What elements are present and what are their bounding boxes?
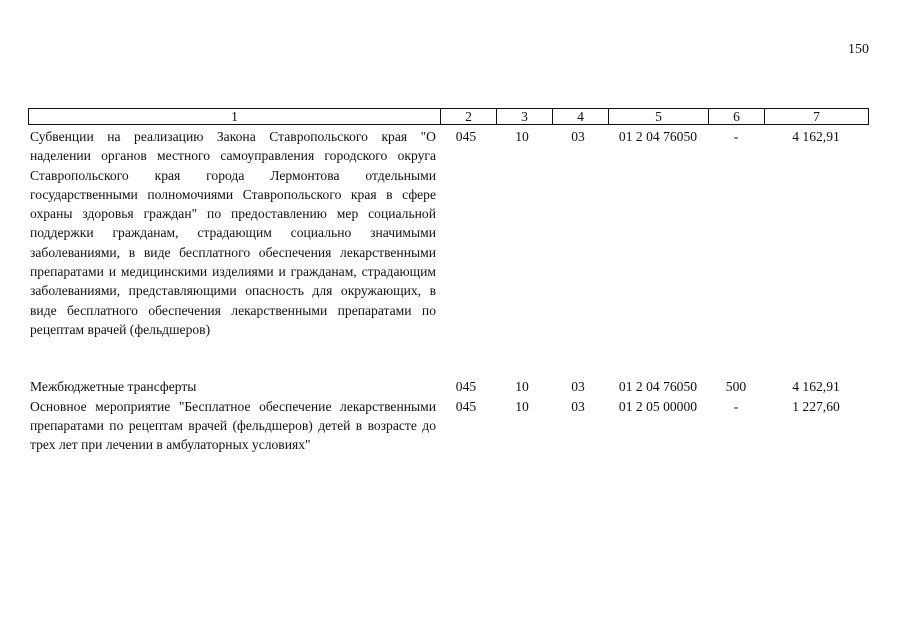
- page-number: 150: [848, 42, 869, 57]
- row-description: Субвенции на реализацию Закона Ставропольского края "О наделении органов местного самоуправления городского округа Ставропольского края города Лермонтова отдельными государственными полномочиями Ставропольского края в сфере охраны здоровья граждан" по предоставлению мер социальной поддержки гражданам, страдающим социально значимыми заболеваниями, в виде бесплатного обеспечения лекарственными препаратами и медицинскими изделиями и гражданам, страдающим заболеваниями, представляющими опасность для окружающих, в виде бесплатного обеспечения лекарственными препаратами по рецептам врачей (фельдшеров): [30, 129, 436, 337]
- table-row: [28, 377, 868, 396]
- row-subsection: 03: [571, 129, 585, 144]
- row-section: 10: [515, 129, 529, 144]
- row-expense-type: 500: [725, 379, 747, 395]
- row-section: 10: [515, 398, 529, 414]
- table-row: [28, 127, 868, 339]
- column-header-7: 7: [765, 109, 869, 125]
- row-subsection: 03: [571, 398, 585, 414]
- row-description: Межбюджетные трансферты: [30, 379, 197, 395]
- row-code-admin: 045: [455, 379, 477, 395]
- column-header-1: 1: [29, 109, 441, 125]
- row-description: Основное мероприятие "Бесплатное обеспечение лекарственными препаратами по рецептам врачей (фельдшеров) детей в возрасте до трех лет при лечении в амбулаторных условиях": [30, 398, 436, 453]
- row-code-admin: 045: [455, 398, 477, 414]
- column-header-4: 4: [553, 109, 609, 125]
- row-amount: 1 227,60: [792, 398, 840, 414]
- row-amount: 4 162,91: [792, 379, 840, 395]
- row-section: 10: [515, 379, 529, 395]
- column-header-3: 3: [497, 109, 553, 125]
- row-subsection: 03: [571, 379, 585, 395]
- table-body: [28, 127, 868, 454]
- column-header-2: 2: [441, 109, 497, 125]
- row-target-article: 01 2 04 76050: [618, 129, 698, 144]
- row-target-article: 01 2 05 00000: [618, 398, 698, 414]
- row-expense-type: -: [733, 398, 739, 414]
- column-header-6: 6: [709, 109, 765, 125]
- row-target-article: 01 2 04 76050: [618, 379, 698, 395]
- row-code-admin: 045: [455, 129, 477, 144]
- column-header-table: [28, 108, 869, 125]
- column-header-row: [29, 109, 869, 125]
- table-row: [28, 397, 868, 455]
- column-header-5: 5: [609, 109, 709, 125]
- row-expense-type: -: [733, 129, 739, 144]
- row-amount: 4 162,91: [792, 129, 840, 144]
- row-spacer: [28, 339, 868, 377]
